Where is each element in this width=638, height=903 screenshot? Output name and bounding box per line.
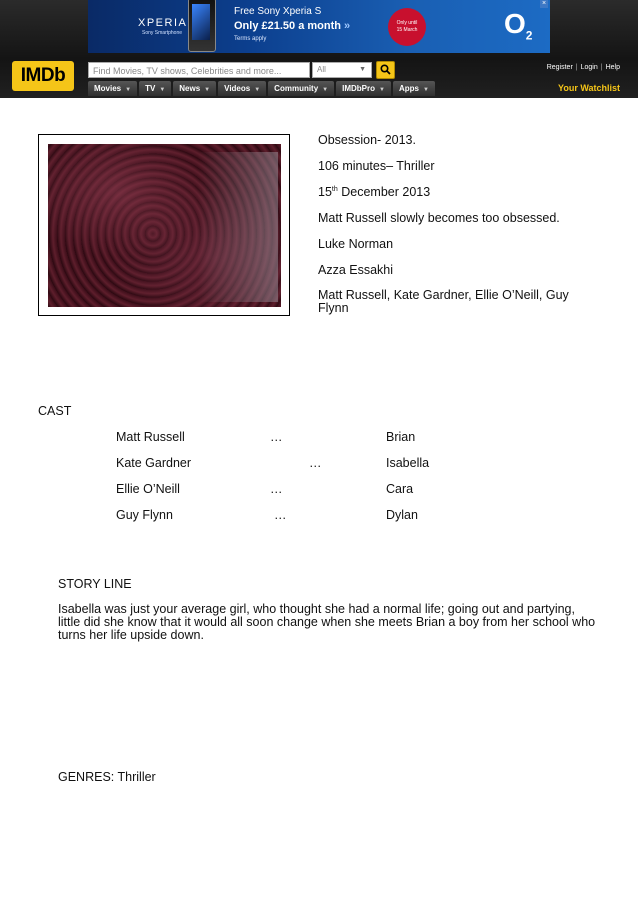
imdb-logo[interactable]: IMDb [12, 61, 74, 91]
release-date [318, 185, 430, 199]
cast-actor: Matt Russell [116, 430, 185, 444]
director: Luke Norman [318, 237, 394, 251]
ad-brand: XPERIA [138, 17, 188, 29]
nav-label: TV [145, 84, 156, 93]
ad-close-icon[interactable]: × [541, 0, 547, 7]
imdb-header [0, 0, 638, 98]
cast-role: Cara [386, 482, 414, 496]
watchlist-link[interactable]: Your Watchlist [557, 83, 620, 93]
ad-terms: Terms apply [234, 36, 267, 42]
nav-label: IMDbPro [342, 84, 376, 93]
nav-label: Movies [94, 84, 122, 93]
release-rest: December 2013 [341, 185, 431, 199]
tagline: Matt Russell slowly becomes too obsessed. [318, 211, 560, 225]
nav-label: Apps [398, 84, 419, 93]
poster-frame [38, 134, 290, 316]
nav-community[interactable] [268, 81, 334, 96]
chevron-down-icon: ▼ [125, 87, 132, 93]
cast-heading: CAST [38, 404, 72, 418]
login-link[interactable]: Login [580, 64, 598, 71]
stars: Matt Russell, Kate Gardner, Ellie O’Neill, Guy Flynn [318, 288, 569, 315]
search-category-select[interactable] [312, 62, 372, 78]
ad-price-arrow: » [344, 20, 351, 32]
chevron-down-icon: ▼ [254, 87, 261, 93]
chevron-down-icon: ▼ [322, 87, 329, 93]
nav-movies[interactable] [88, 81, 137, 96]
chevron-down-icon: ▼ [159, 87, 166, 93]
advertisement-banner[interactable] [88, 0, 550, 53]
help-link[interactable]: Help [605, 64, 620, 71]
ad-badge-line2: 15 March [396, 27, 418, 33]
carrier-logo [504, 8, 532, 43]
genres: GENRES: Thriller [58, 770, 156, 784]
storyline-heading: STORY LINE [58, 577, 132, 591]
register-link[interactable]: Register [546, 64, 573, 71]
cast-ellipsis: … [309, 456, 322, 470]
runtime-genre: 106 minutes– Thriller [318, 159, 435, 173]
ad-price [234, 20, 350, 32]
storyline-text: Isabella was just your average girl, who thought she had a normal life; going out and partying, little did she know that it would all soon change when she meets Brian a boy from her school who turns her life upside down. [58, 602, 596, 642]
nav-label: Videos [224, 84, 251, 93]
ad-price-text: Only £21.50 a month [234, 20, 341, 32]
nav-label: News [179, 84, 201, 93]
account-links: Register | Login | Help [546, 64, 620, 71]
ad-brand-sub: Sony Smartphone [142, 30, 183, 36]
phone-image [188, 0, 216, 52]
nav-apps[interactable] [393, 81, 435, 96]
cast-actor: Ellie O’Neill [116, 482, 180, 496]
cast-actor: Kate Gardner [116, 456, 192, 470]
search-input[interactable]: Find Movies, TV shows, Celebrities and more... [88, 62, 310, 78]
nav-tv[interactable] [139, 81, 171, 96]
ad-badge-line1: Only until [396, 20, 418, 26]
chevron-down-icon: ▼ [379, 87, 385, 93]
search-category-value: All [317, 65, 326, 74]
nav-news[interactable] [173, 81, 216, 96]
release-suffix: th [331, 185, 338, 193]
cast-ellipsis: … [270, 482, 283, 496]
cast-ellipsis: … [270, 430, 283, 444]
nav-videos[interactable] [218, 81, 266, 96]
ad-headline: Free Sony Xperia S [234, 6, 322, 17]
chevron-down-icon: ▼ [204, 87, 211, 93]
cast-role: Isabella [386, 456, 430, 470]
search-button[interactable] [376, 61, 395, 79]
movie-poster-image[interactable] [48, 144, 281, 307]
carrier-logo-main: O [504, 8, 526, 39]
chevron-down-icon: ▼ [422, 87, 429, 93]
ad-offer-badge [388, 8, 426, 46]
title-year: Obsession- 2013. [318, 133, 416, 147]
writer: Azza Essakhi [318, 263, 394, 277]
nav-label: Community [274, 84, 319, 93]
main-nav [88, 81, 435, 96]
cast-ellipsis: … [274, 508, 287, 522]
cast-role: Dylan [386, 508, 418, 522]
chevron-down-icon: ▼ [359, 66, 366, 73]
nav-imdbpro[interactable] [336, 81, 391, 96]
release-day: 15 [318, 185, 332, 199]
carrier-logo-sub: 2 [525, 28, 533, 43]
search-icon [380, 64, 391, 75]
cast-role: Brian [386, 430, 416, 444]
cast-actor: Guy Flynn [116, 508, 173, 522]
